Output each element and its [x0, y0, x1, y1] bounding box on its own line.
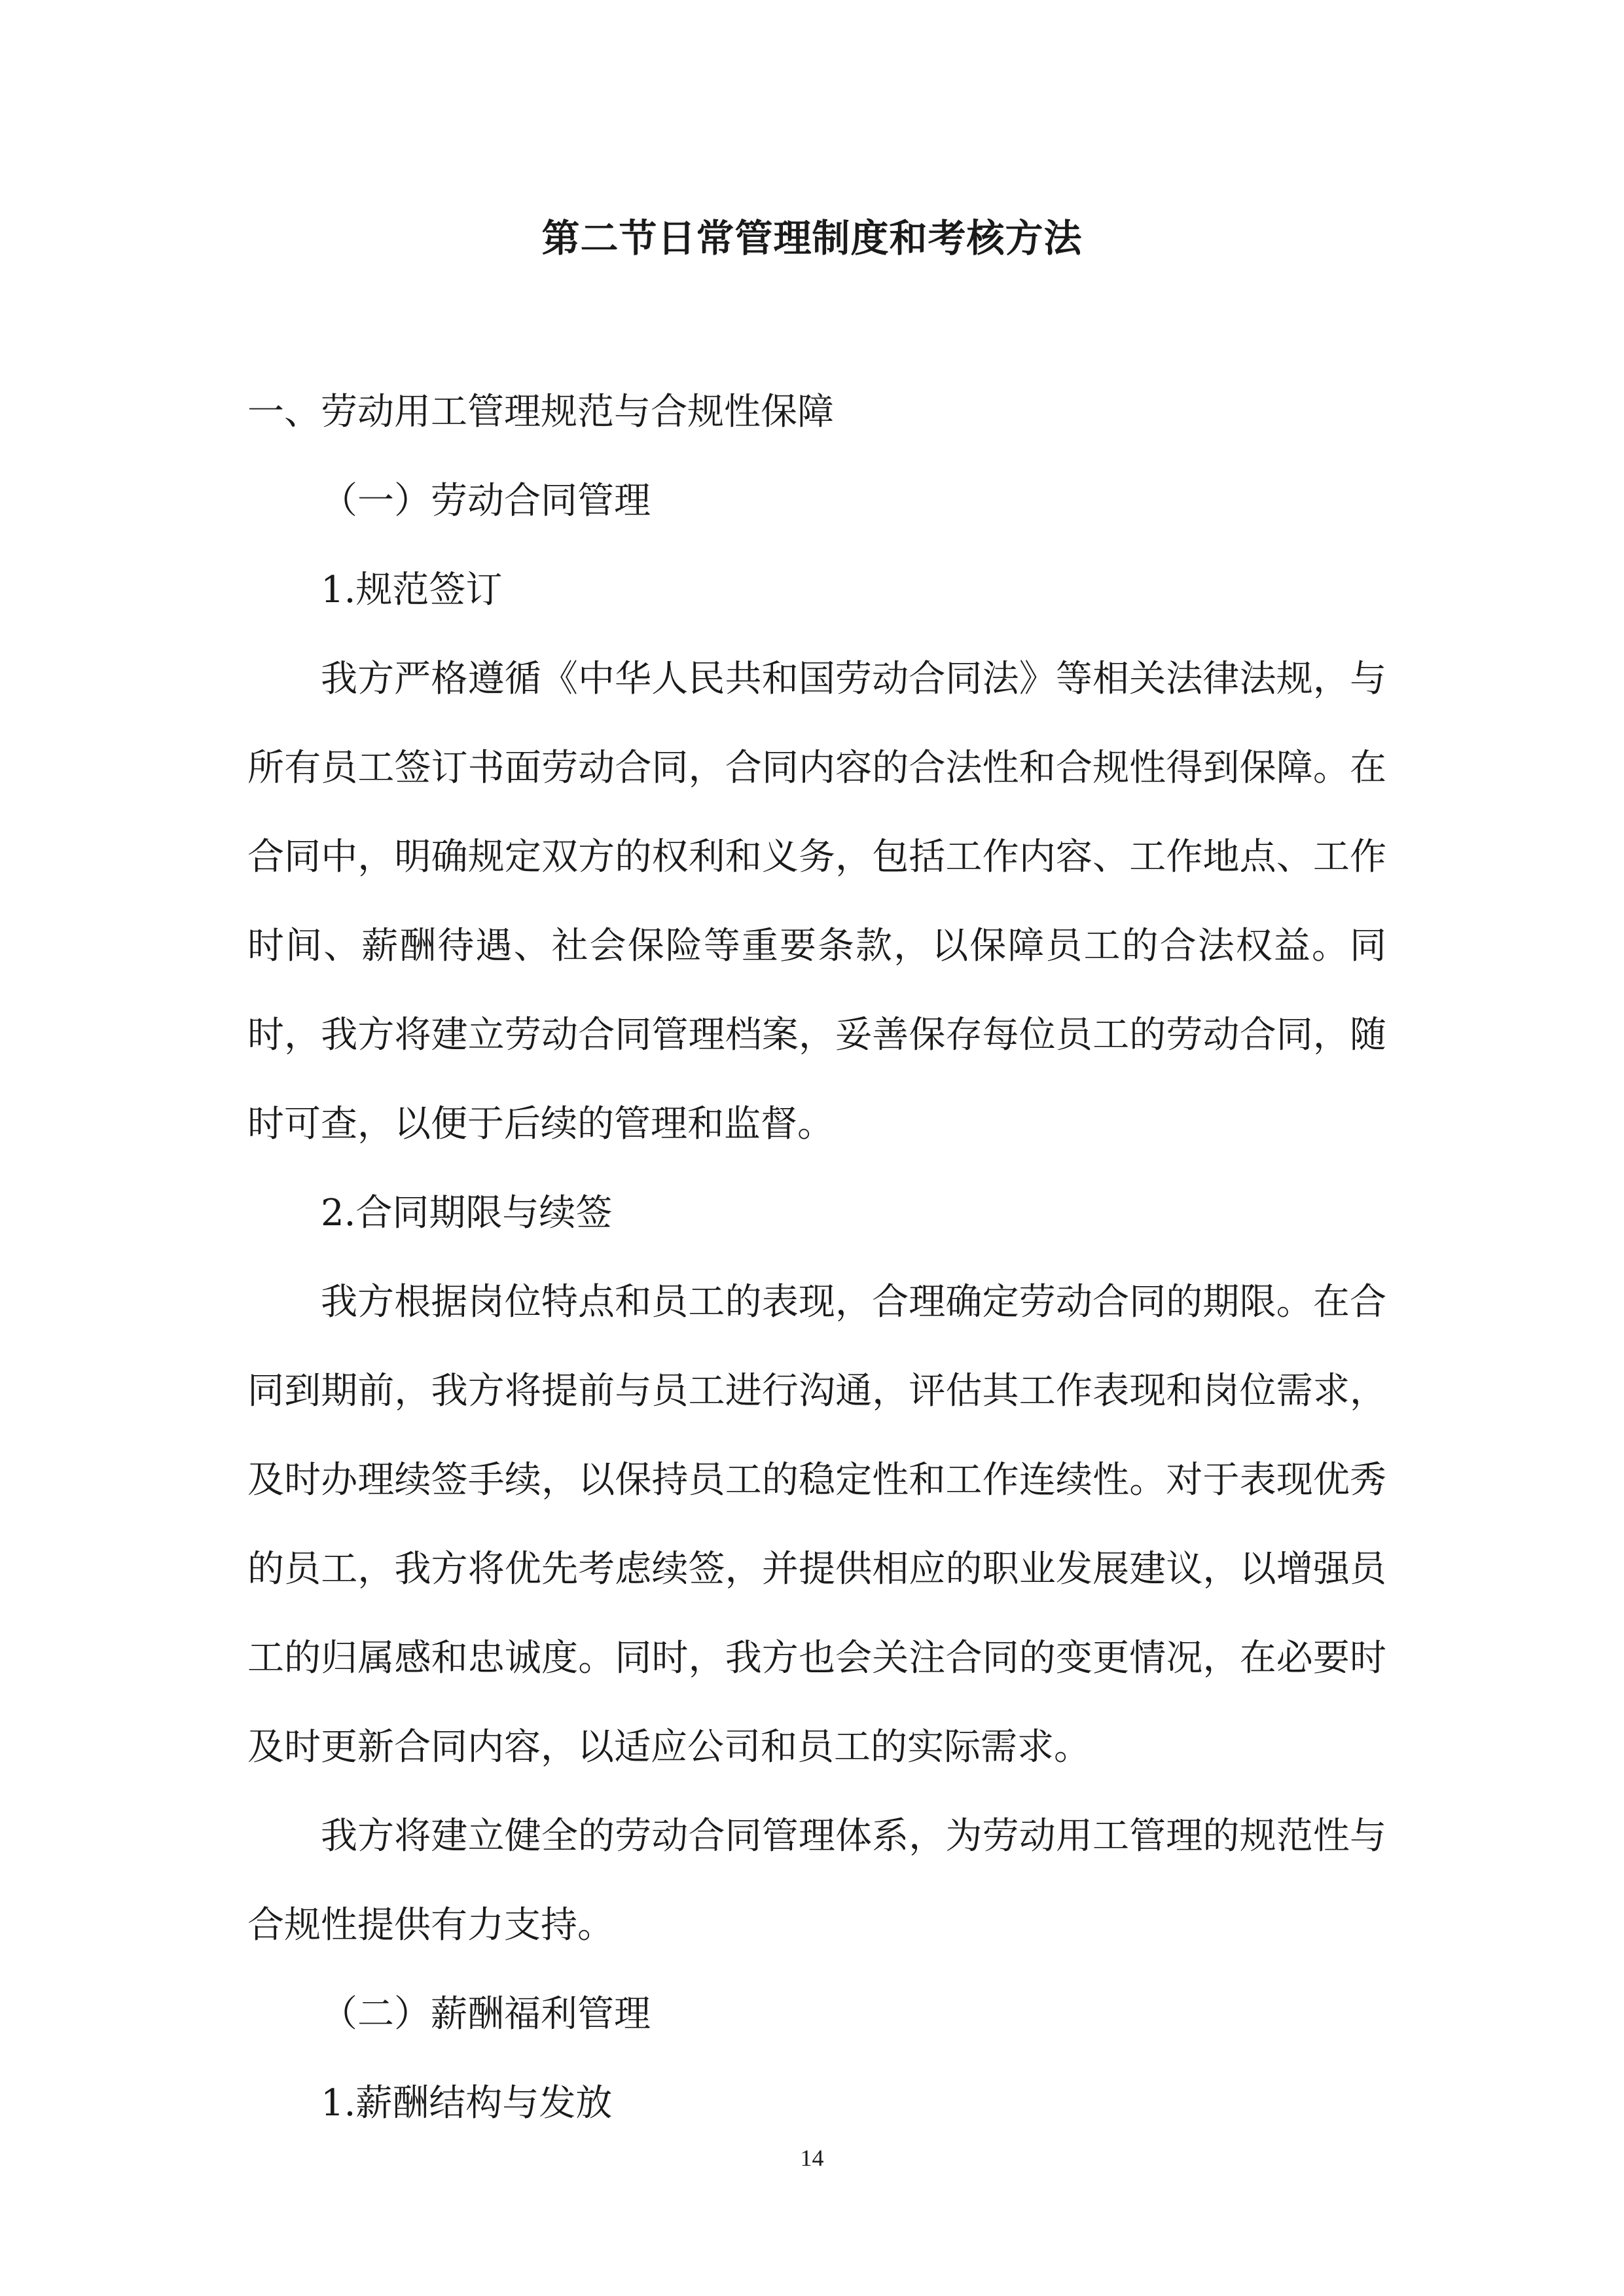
document-body [247, 368, 1386, 2148]
item-heading-salary-structure: 1.薪酬结构与发放 [321, 2082, 613, 2125]
item-heading-term-renewal: 2.合同期限与续签 [321, 1192, 613, 1234]
item-heading-signing: 1.规范签订 [321, 569, 503, 611]
subsection-heading-labor-contract: （一）劳动合同管理 [321, 480, 651, 522]
page-number: 14 [800, 2145, 824, 2171]
section-heading: 一、劳动用工管理规范与合规性保障 [247, 391, 834, 433]
paragraph-term-renewal: 我方根据岗位特点和员工的表现，合理确定劳动合同的期限。在合同到期前，我方将提前与员工进行沟通，评估其工作表现和岗位需求，及时办理续签手续，以保持员工的稳定性和工作连续性。对于表现优秀的员工，我方将优先考虑续签，并提供相应的职业发展建议，以增强员工的归属感和忠诚度。同时，我方也会关注合同的变更情况，在必要时及时更新合同内容，以适应公司和员工的实际需求。 [247, 1281, 1386, 1768]
subsection-heading-compensation: （二）薪酬福利管理 [321, 1993, 651, 2036]
paragraph-summary: 我方将建立健全的劳动合同管理体系，为劳动用工管理的规范性与合规性提供有力支持。 [247, 1815, 1386, 1946]
paragraph-signing: 我方严格遵循《中华人民共和国劳动合同法》等相关法律法规，与所有员工签订书面劳动合同，合同内容的合法性和合规性得到保障。在合同中，明确规定双方的权利和义务，包括工作内容、工作地点、工作时间、薪酬待遇、社会保险等重要条款，以保障员工的合法权益。同时，我方将建立劳动合同管理档案，妥善保存每位员工的劳动合同，随时可查，以便于后续的管理和监督。 [247, 658, 1386, 1145]
page-title: 第二节日常管理制度和考核方法 [541, 216, 1083, 260]
